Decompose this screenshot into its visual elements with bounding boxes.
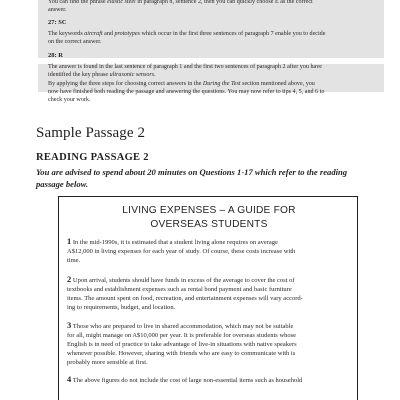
paragraph-1-line-1: 1 In the mid-1990s, it is estimated that a student living alone requires on average [67,236,278,246]
paragraph-4-line-1: 4 The above figures do not include the cost of large non-essential items such as household [67,374,303,384]
answer-27-line-2: on the correct answer. [48,39,102,45]
paragraph-1-line-3: time. [67,257,81,264]
answer-tips-line-3: check your work. [48,97,91,103]
paragraph-3-line-2: for all, might manage on A$10,000 per year. It is preferable for overseas students whose [67,332,297,339]
paragraph-2-line-1: 2 Upon arrival, students should have funds in excess of the average to cover the cost of [67,274,295,284]
reading-passage-box [58,196,358,400]
paragraph-3-line-4: whenever possible. However, sharing with friends who are easy to communicate with is [67,350,296,357]
paragraph-number: 1 [67,236,72,246]
answer-tips-line-2: now have finished both reading the passage and answering the questions. You may now refer to tips 4, 5, and 6 to [48,89,325,95]
paragraph-1-line-2: A$12,000 in living expenses for each year of study. Of course, these costs increase with [67,248,296,255]
passage-instruction: You are advised to spend about 20 minutes on Questions 1-17 which refer to the reading passage below. [36,167,348,189]
paragraph-number: 2 [67,274,72,284]
answer-27-line-1: The keywords aircraft and prototypes which occur in the first three sentences of paragraph 7 enable you to decide [48,31,326,37]
answer-27-heading: 27: SC [48,19,67,26]
paragraph-number: 3 [67,320,72,330]
answer-28-line-2: identified the key phrase ultrasonic sensors. [48,72,156,78]
passage-title-line-2: OVERSEAS STUDENTS [150,219,268,230]
passage-title-line-1: LIVING EXPENSES – A GUIDE FOR [122,205,296,216]
paragraph-3-line-1: 3 Those who are prepared to live in shared accommodation, which may not be suitable [67,320,294,330]
answer-28-line-1: The answer is found in the last sentence of paragraph 1 and the first two sentences of paragraph 2 after you have [48,64,322,70]
answer-previous-line-2: answer. [48,7,67,13]
paragraph-2-line-2: textbooks and establishment expenses such as rental bond payment and basic furniture [67,286,292,293]
paragraph-2-line-4: ing to requirements, budget, and location. [67,304,176,311]
paragraph-3-line-3: English is in need of practice to take advantage of live-in situations with native speakers [67,341,297,348]
section-title: Sample Passage 2 [36,125,146,141]
answer-28-heading: 28: R [48,52,63,59]
paragraph-number: 4 [67,374,72,384]
answer-previous-line-1: You can find the phrase elastic steel in paragraph 8, sentence 2, then you can quickly choose E as the correct [48,0,313,5]
passage-label: READING PASSAGE 2 [36,152,149,163]
paragraph-2-line-3: items. The amount spent on food, recreation, and entertainment expenses will vary accord- [67,295,303,302]
paragraph-3-line-5: probably more sensible at first. [67,359,148,366]
answer-tips-line-1: By applying the three steps for choosing correct answers in the During the Test section mentioned above, you [48,81,315,87]
